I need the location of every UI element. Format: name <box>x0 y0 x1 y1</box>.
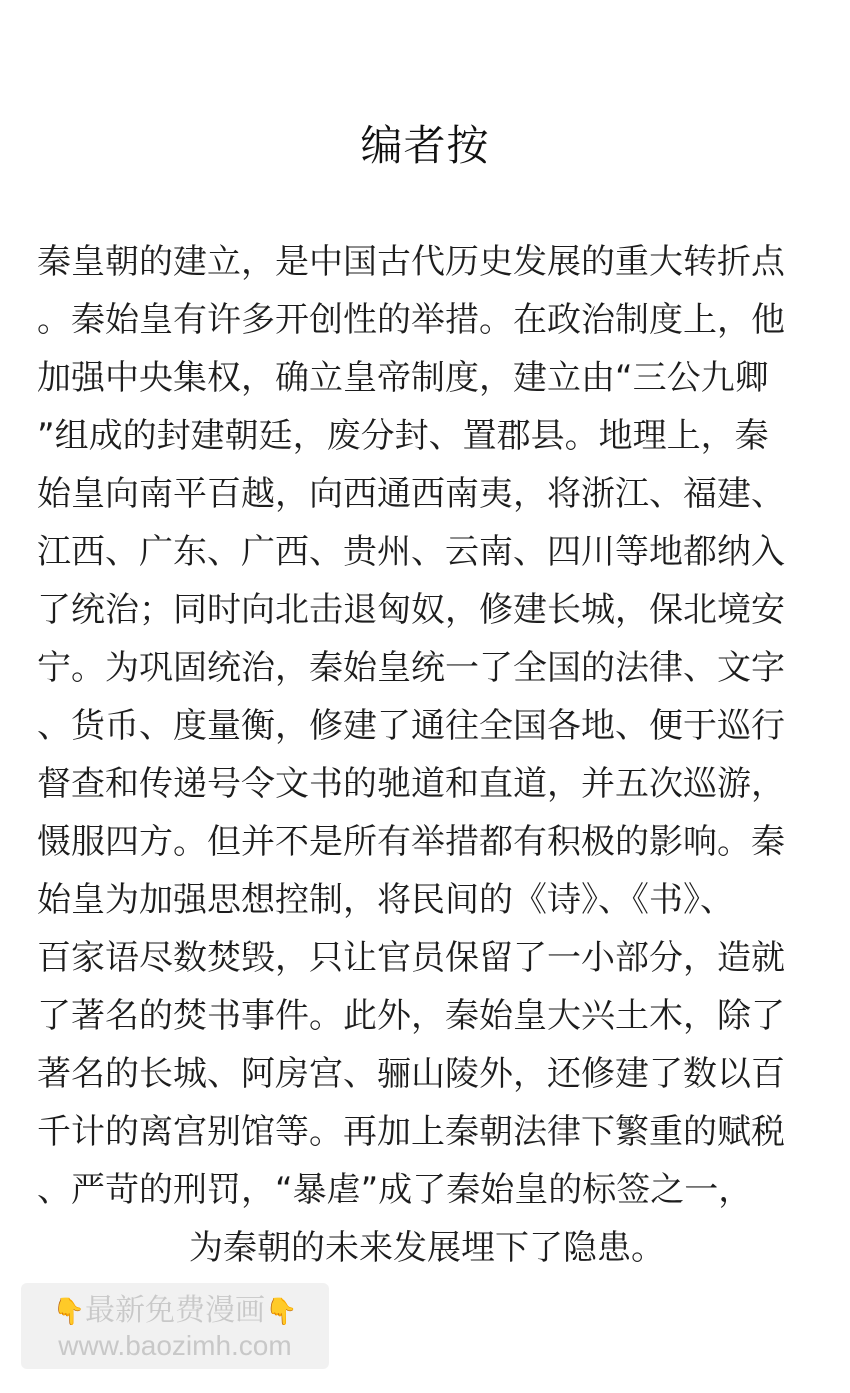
paragraph-line: 慑服四方。但并不是所有举措都有积极的影响。秦 <box>37 822 785 862</box>
paragraph-line: 。秦始皇有许多开创性的举措。在政治制度上，他 <box>37 300 785 340</box>
paragraph-line: 江西、广东、广西、贵州、云南、四川等地都纳入 <box>37 532 785 572</box>
pointing-down-icon: 👇 <box>52 1297 85 1327</box>
page-title: 编者按 <box>360 121 490 170</box>
site-watermark <box>21 1283 329 1369</box>
paragraph-line: ”组成的封建朝廷，废分封、置郡县。地理上，秦 <box>37 416 769 456</box>
paragraph-line: 千计的离宫别馆等。再加上秦朝法律下繁重的赋税 <box>37 1112 785 1152</box>
paragraph-line: 著名的长城、阿房宫、骊山陵外，还修建了数以百 <box>37 1054 785 1094</box>
paragraph-line: 宁。为巩固统治，秦始皇统一了全国的法律、文字 <box>37 648 785 688</box>
paragraph-line: 、货币、度量衡，修建了通往全国各地、便于巡行 <box>37 706 785 746</box>
pointing-down-icon: 👇 <box>265 1297 298 1327</box>
paragraph-line: 秦皇朝的建立，是中国古代历史发展的重大转折点 <box>37 242 785 282</box>
paragraph-line: 督查和传递号令文书的驰道和直道，并五次巡游， <box>37 764 785 804</box>
paragraph-line: 、严苛的刑罚，“暴虐”成了秦始皇的标签之一， <box>37 1170 753 1210</box>
watermark-text: 最新免费漫画 <box>85 1293 265 1328</box>
watermark-caption <box>21 1291 329 1332</box>
editor-note-paragraph <box>37 233 817 1277</box>
paragraph-final-line: 为秦朝的未来发展埋下了隐患。 <box>189 1228 665 1268</box>
paragraph-line: 了统治；同时向北击退匈奴，修建长城，保北境安 <box>37 590 785 630</box>
paragraph-line: 加强中央集权，确立皇帝制度，建立由“三公九卿 <box>37 358 769 398</box>
paragraph-line: 始皇向南平百越，向西通西南夷，将浙江、福建、 <box>37 474 785 514</box>
watermark-url: www.baozimh.com <box>58 1330 292 1361</box>
paragraph-line: 百家语尽数焚毁，只让官员保留了一小部分，造就 <box>37 938 785 978</box>
paragraph-line: 了著名的焚书事件。此外，秦始皇大兴土木，除了 <box>37 996 785 1036</box>
paragraph-line: 始皇为加强思想控制，将民间的《诗》、《书》、 <box>37 880 734 920</box>
